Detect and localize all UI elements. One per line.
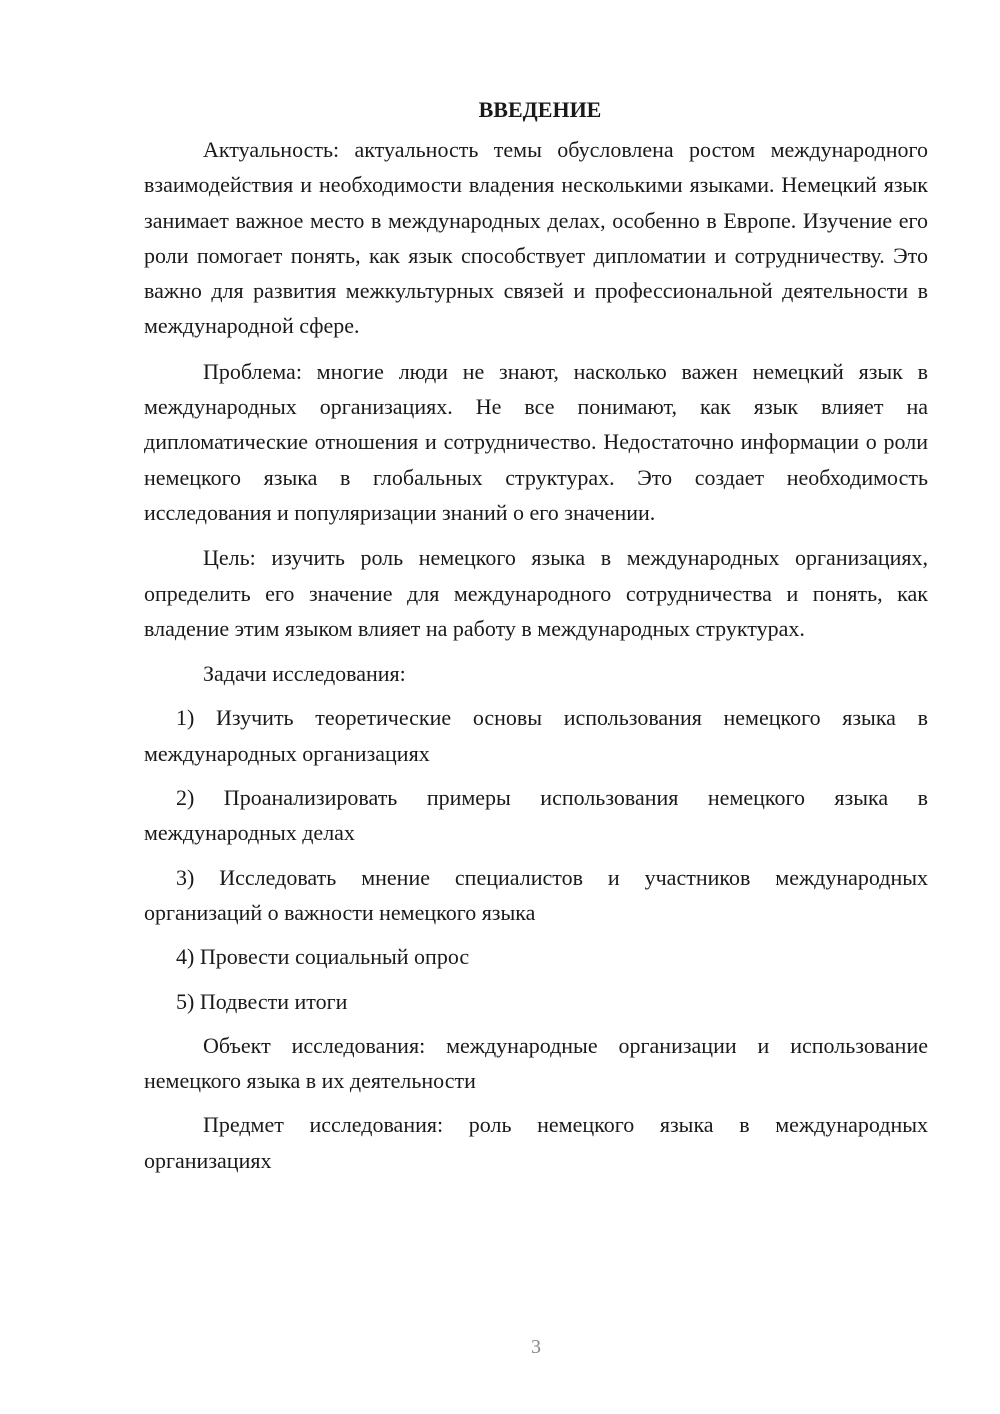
task-item: 4) Провести социальный опрос — [176, 944, 470, 970]
task-item: 2) Проанализировать примеры использования немецкого языка в международных делах — [144, 785, 928, 846]
document-page — [144, 92, 928, 1178]
task-item: 3) Исследовать мнение специалистов и участников международных организаций о важности немецкого языка — [144, 864, 928, 925]
goal-paragraph: Цель: изучить роль немецкого языка в международных организациях, определить его значение для международного сотрудничества и понять, как владение этим языком влияет на работу в международных структурах. — [144, 545, 928, 641]
task-item: 5) Подвести итоги — [176, 988, 348, 1014]
section-heading: ВВЕДЕНИЕ — [478, 97, 602, 122]
tasks-title: Задачи исследования: — [203, 661, 406, 687]
task-item: 1) Изучить теоретические основы использования немецкого языка в международных организациях — [144, 705, 928, 766]
page-number: 3 — [531, 1336, 541, 1358]
subject-paragraph: Предмет исследования: роль немецкого языка в международных организациях — [144, 1112, 928, 1173]
object-paragraph: Объект исследования: международные организации и использование немецкого языка в их деятельности — [144, 1032, 928, 1094]
relevance-paragraph: Актуальность: актуальность темы обусловлена ростом международного взаимодействия и необходимости владения несколькими языками. Немецкий язык занимает важное место в международных делах, особенно в Европе. Изучение его роли помогает понять, как язык способствует дипломатии и сотрудничеству. Это важно для развития межкультурных связей и профессиональной деятельности в международной сфере. — [144, 137, 928, 339]
problem-paragraph: Проблема: многие люди не знают, насколько важен немецкий язык в международных организациях. Не все понимают, как язык влияет на дипломатические отношения и сотрудничество. Недостаточно информации о роли немецкого языка в глобальных структурах. Это создает необходимость исследования и популяризации знаний о его значении. — [144, 358, 928, 525]
